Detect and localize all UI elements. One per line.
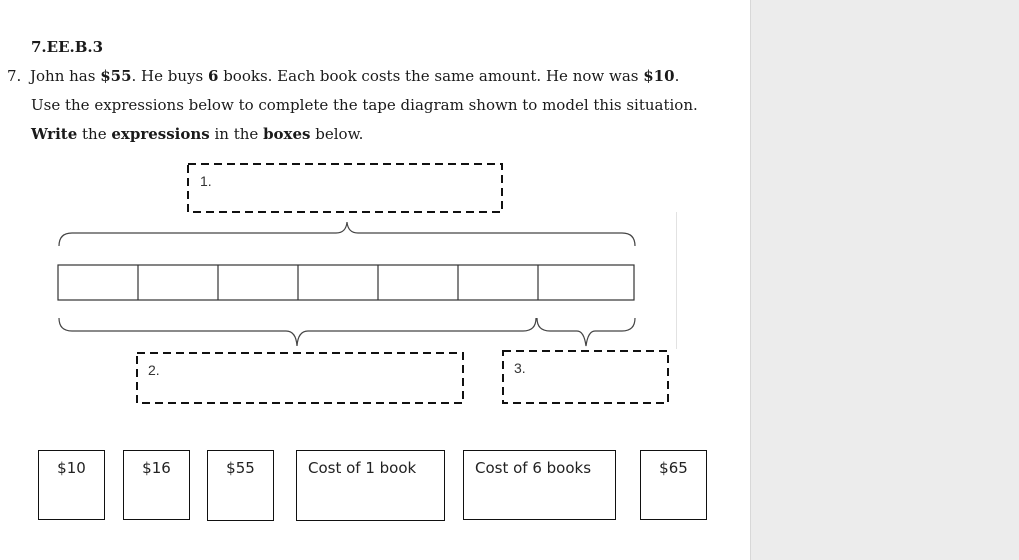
choice-65-dollars[interactable]: $65 [640, 450, 707, 520]
slot-2-label: 2. [148, 362, 160, 378]
question-run: John has [30, 67, 101, 85]
question-run: 6 [207, 67, 219, 85]
instruction-text: Use the expressions below to complete the tape diagram shown to model this situation. [31, 96, 698, 114]
question-run: books. Each book costs the same amount. He now was [218, 67, 644, 85]
write-run: below. [310, 125, 364, 143]
standard-code: 7.EE.B.3 [31, 38, 104, 56]
write-run: expressions [111, 125, 210, 143]
question-run: . [674, 67, 680, 85]
write-run: boxes [263, 125, 311, 143]
question-number: 7. [7, 67, 22, 85]
choice-cost-of-6-books[interactable]: Cost of 6 books [463, 450, 616, 520]
write-run: Write [31, 125, 78, 143]
choice-10-dollars[interactable]: $10 [38, 450, 105, 520]
top-brace [59, 222, 635, 246]
question-run: . He buys [131, 67, 208, 85]
side-panel [750, 0, 1019, 560]
choice-16-dollars[interactable]: $16 [123, 450, 190, 520]
choice-55-dollars[interactable]: $55 [207, 450, 274, 521]
answer-slot-2[interactable] [137, 353, 463, 403]
divider-line [676, 212, 677, 349]
question-run: $10 [643, 67, 675, 85]
write-run: the [77, 125, 112, 143]
choice-cost-of-1-book[interactable]: Cost of 1 book [296, 450, 445, 521]
bottom-right-brace [537, 318, 635, 346]
question-run: $55 [100, 67, 132, 85]
answer-slot-3[interactable] [503, 351, 668, 403]
answer-slot-1[interactable] [188, 164, 502, 212]
write-run: in the [209, 125, 264, 143]
slot-3-label: 3. [514, 360, 526, 376]
bottom-left-brace [59, 318, 536, 346]
slot-1-label: 1. [200, 173, 212, 189]
tape-bar [58, 265, 634, 300]
